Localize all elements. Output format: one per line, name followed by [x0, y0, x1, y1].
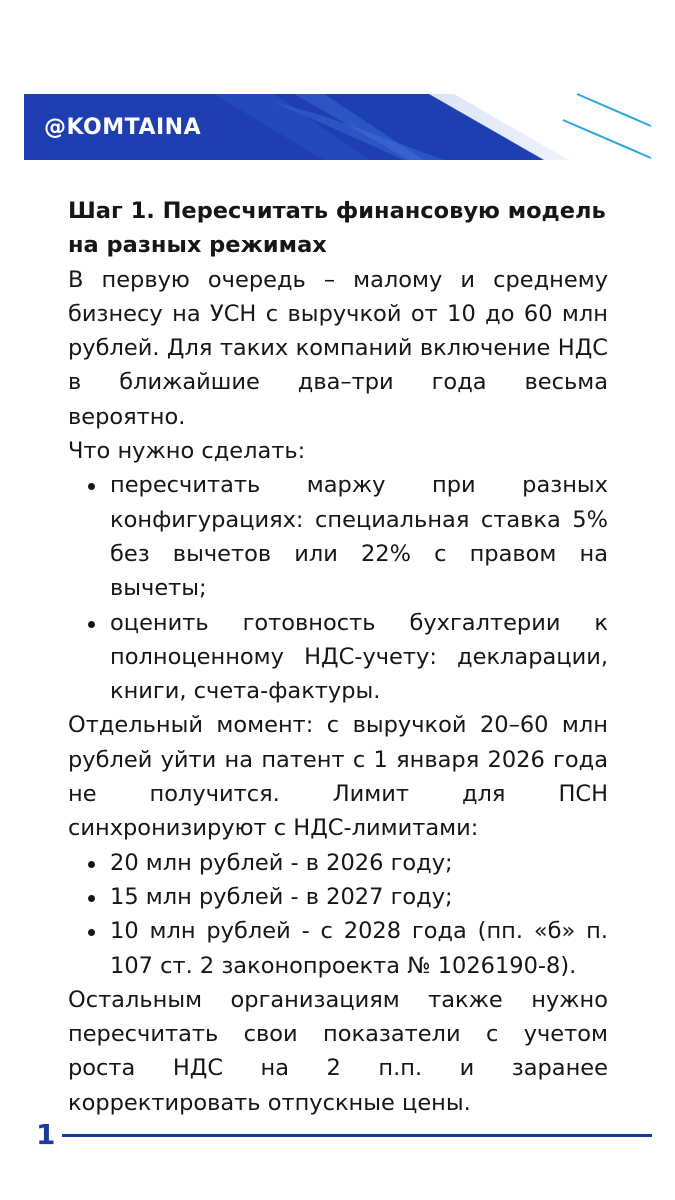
section-heading: Шаг 1. Пересчитать финансовую модель на разных режимах — [68, 198, 606, 259]
list-item: пересчитать маржу при разных конфигурациях: специальная ставка 5% без вычетов или 22% с правом на вычеты; — [68, 468, 608, 605]
intro-paragraph: В первую очередь – малому и среднему бизнесу на УСН с выручкой от 10 до 60 млн рублей. Для таких компаний включение НДС в ближайшие два–три года весьма вероятно. — [68, 266, 608, 430]
header-banner — [24, 94, 584, 160]
list-item: оценить готовность бухгалтерии к полноценному НДС-учету: декларации, книги, счета-фактуры. — [68, 606, 608, 709]
list-item: 10 млн рублей - с 2028 года (пп. «б» п. 107 ст. 2 законопроекта № 1026190-8). — [68, 914, 608, 983]
limits-list — [68, 846, 608, 983]
closing-paragraph: Остальным организациям также нужно пересчитать свои показатели с учетом роста НДС на 2 п.п. и заранее корректировать отпускные цены. — [68, 986, 608, 1116]
page-number: 1 — [36, 1118, 56, 1151]
list-item: 20 млн рублей - в 2026 году; — [68, 846, 608, 880]
list-item: 15 млн рублей - в 2027 году; — [68, 880, 608, 914]
decorative-stripes-icon — [555, 92, 655, 162]
patent-paragraph: Отдельный момент: с выручкой 20–60 млн рублей уйти на патент с 1 января 2026 года не получится. Лимит для ПСН синхронизируют с НДС-лимитами: — [68, 712, 608, 842]
todo-list — [68, 468, 608, 708]
footer-divider — [62, 1134, 652, 1137]
article-body — [68, 194, 608, 1120]
brand-handle: @KOMTAINA — [44, 115, 202, 140]
todo-label: Что нужно сделать: — [68, 438, 306, 465]
